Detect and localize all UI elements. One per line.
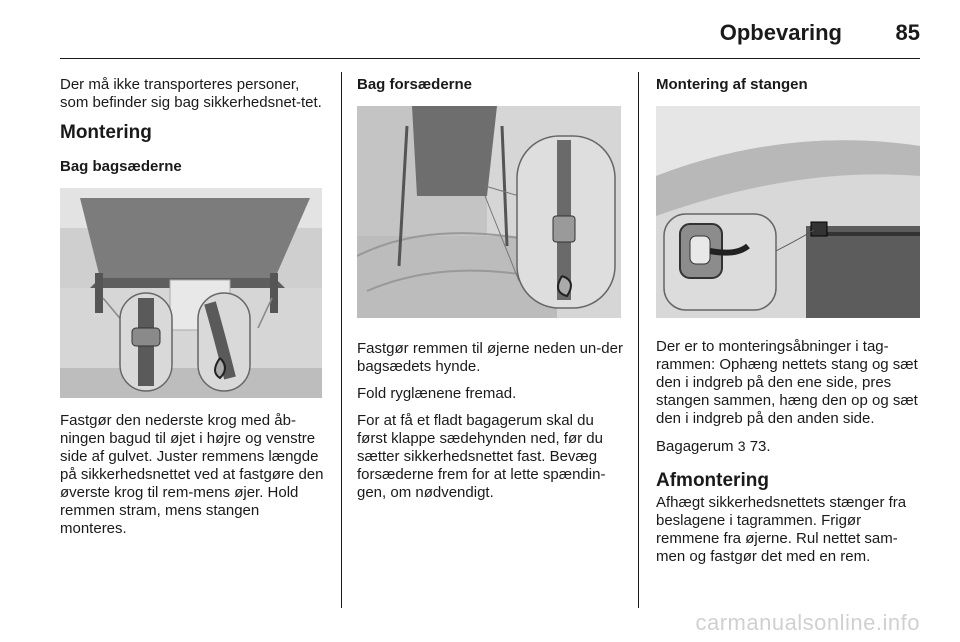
paragraph-strap-eyes: Fastgør remmen til øjerne neden un-der bagsædets hynde.	[357, 340, 623, 375]
figure-front-seat-strap	[357, 106, 621, 318]
column-divider-2	[638, 72, 639, 608]
intro-paragraph: Der må ikke transporteres personer, som befinder sig bag sikkerhedsnet-tet.	[60, 76, 322, 111]
ref-arrow-icon: 3	[737, 438, 746, 454]
column-divider-1	[341, 72, 342, 608]
subheading-bag-forsaederne: Bag forsæderne	[357, 76, 473, 93]
figure-rod-mounting	[656, 106, 920, 318]
page-header-title: Opbevaring	[719, 20, 842, 45]
column-3	[656, 76, 920, 575]
section-heading-afmontering: Afmontering	[656, 470, 769, 491]
section-heading-montering: Montering	[60, 122, 152, 143]
cross-reference-bagagerum	[656, 437, 920, 456]
paragraph-removal: Afhægt sikkerhedsnettets stænger fra beslagene i tagrammen. Frigør remmene fra øjerne. Rul nettet sam-men og fastgør det med en rem.	[656, 494, 907, 565]
page-number: 85	[895, 20, 920, 45]
watermark: carmanualsonline.info	[695, 610, 920, 635]
paragraph-flat-cargo: For at få et fladt bagagerum skal du først klappe sædehynden ned, før du sætter sikkerhedsnettet fast. Bevæg forsæderne frem for at lette spændin-gen, om nødvendigt.	[357, 412, 606, 501]
ref-page[interactable]: 73.	[749, 438, 771, 455]
subheading-bag-bagsaederne: Bag bagsæderne	[60, 158, 182, 175]
ref-label: Bagagerum	[656, 438, 734, 455]
column-1	[60, 76, 324, 547]
figure-rear-seat-strap	[60, 188, 322, 398]
paragraph-fold-backrests: Fold ryglænene fremad.	[357, 385, 517, 402]
column-2	[357, 76, 623, 511]
paragraph-mounting-openings: Der er to monteringsåbninger i tag-rammen: Ophæng nettets stang og sæt den i indgreb på den ene side, pres stangen sammen, hæng den op og sæt den i indgreb på den anden side.	[656, 338, 918, 427]
subheading-montering-af-stangen: Montering af stangen	[656, 76, 808, 93]
header-rule	[60, 58, 920, 59]
body-paragraph-1: Fastgør den nederste krog med åb-ningen bagud til øjet i højre og venstre side af gulvet. Juster remmens længde på sikkerhedsnettet ved at fastgøre den øverste krog til rem-mens øjer. Hold remmen stram, mens stangen monteres.	[60, 412, 324, 537]
